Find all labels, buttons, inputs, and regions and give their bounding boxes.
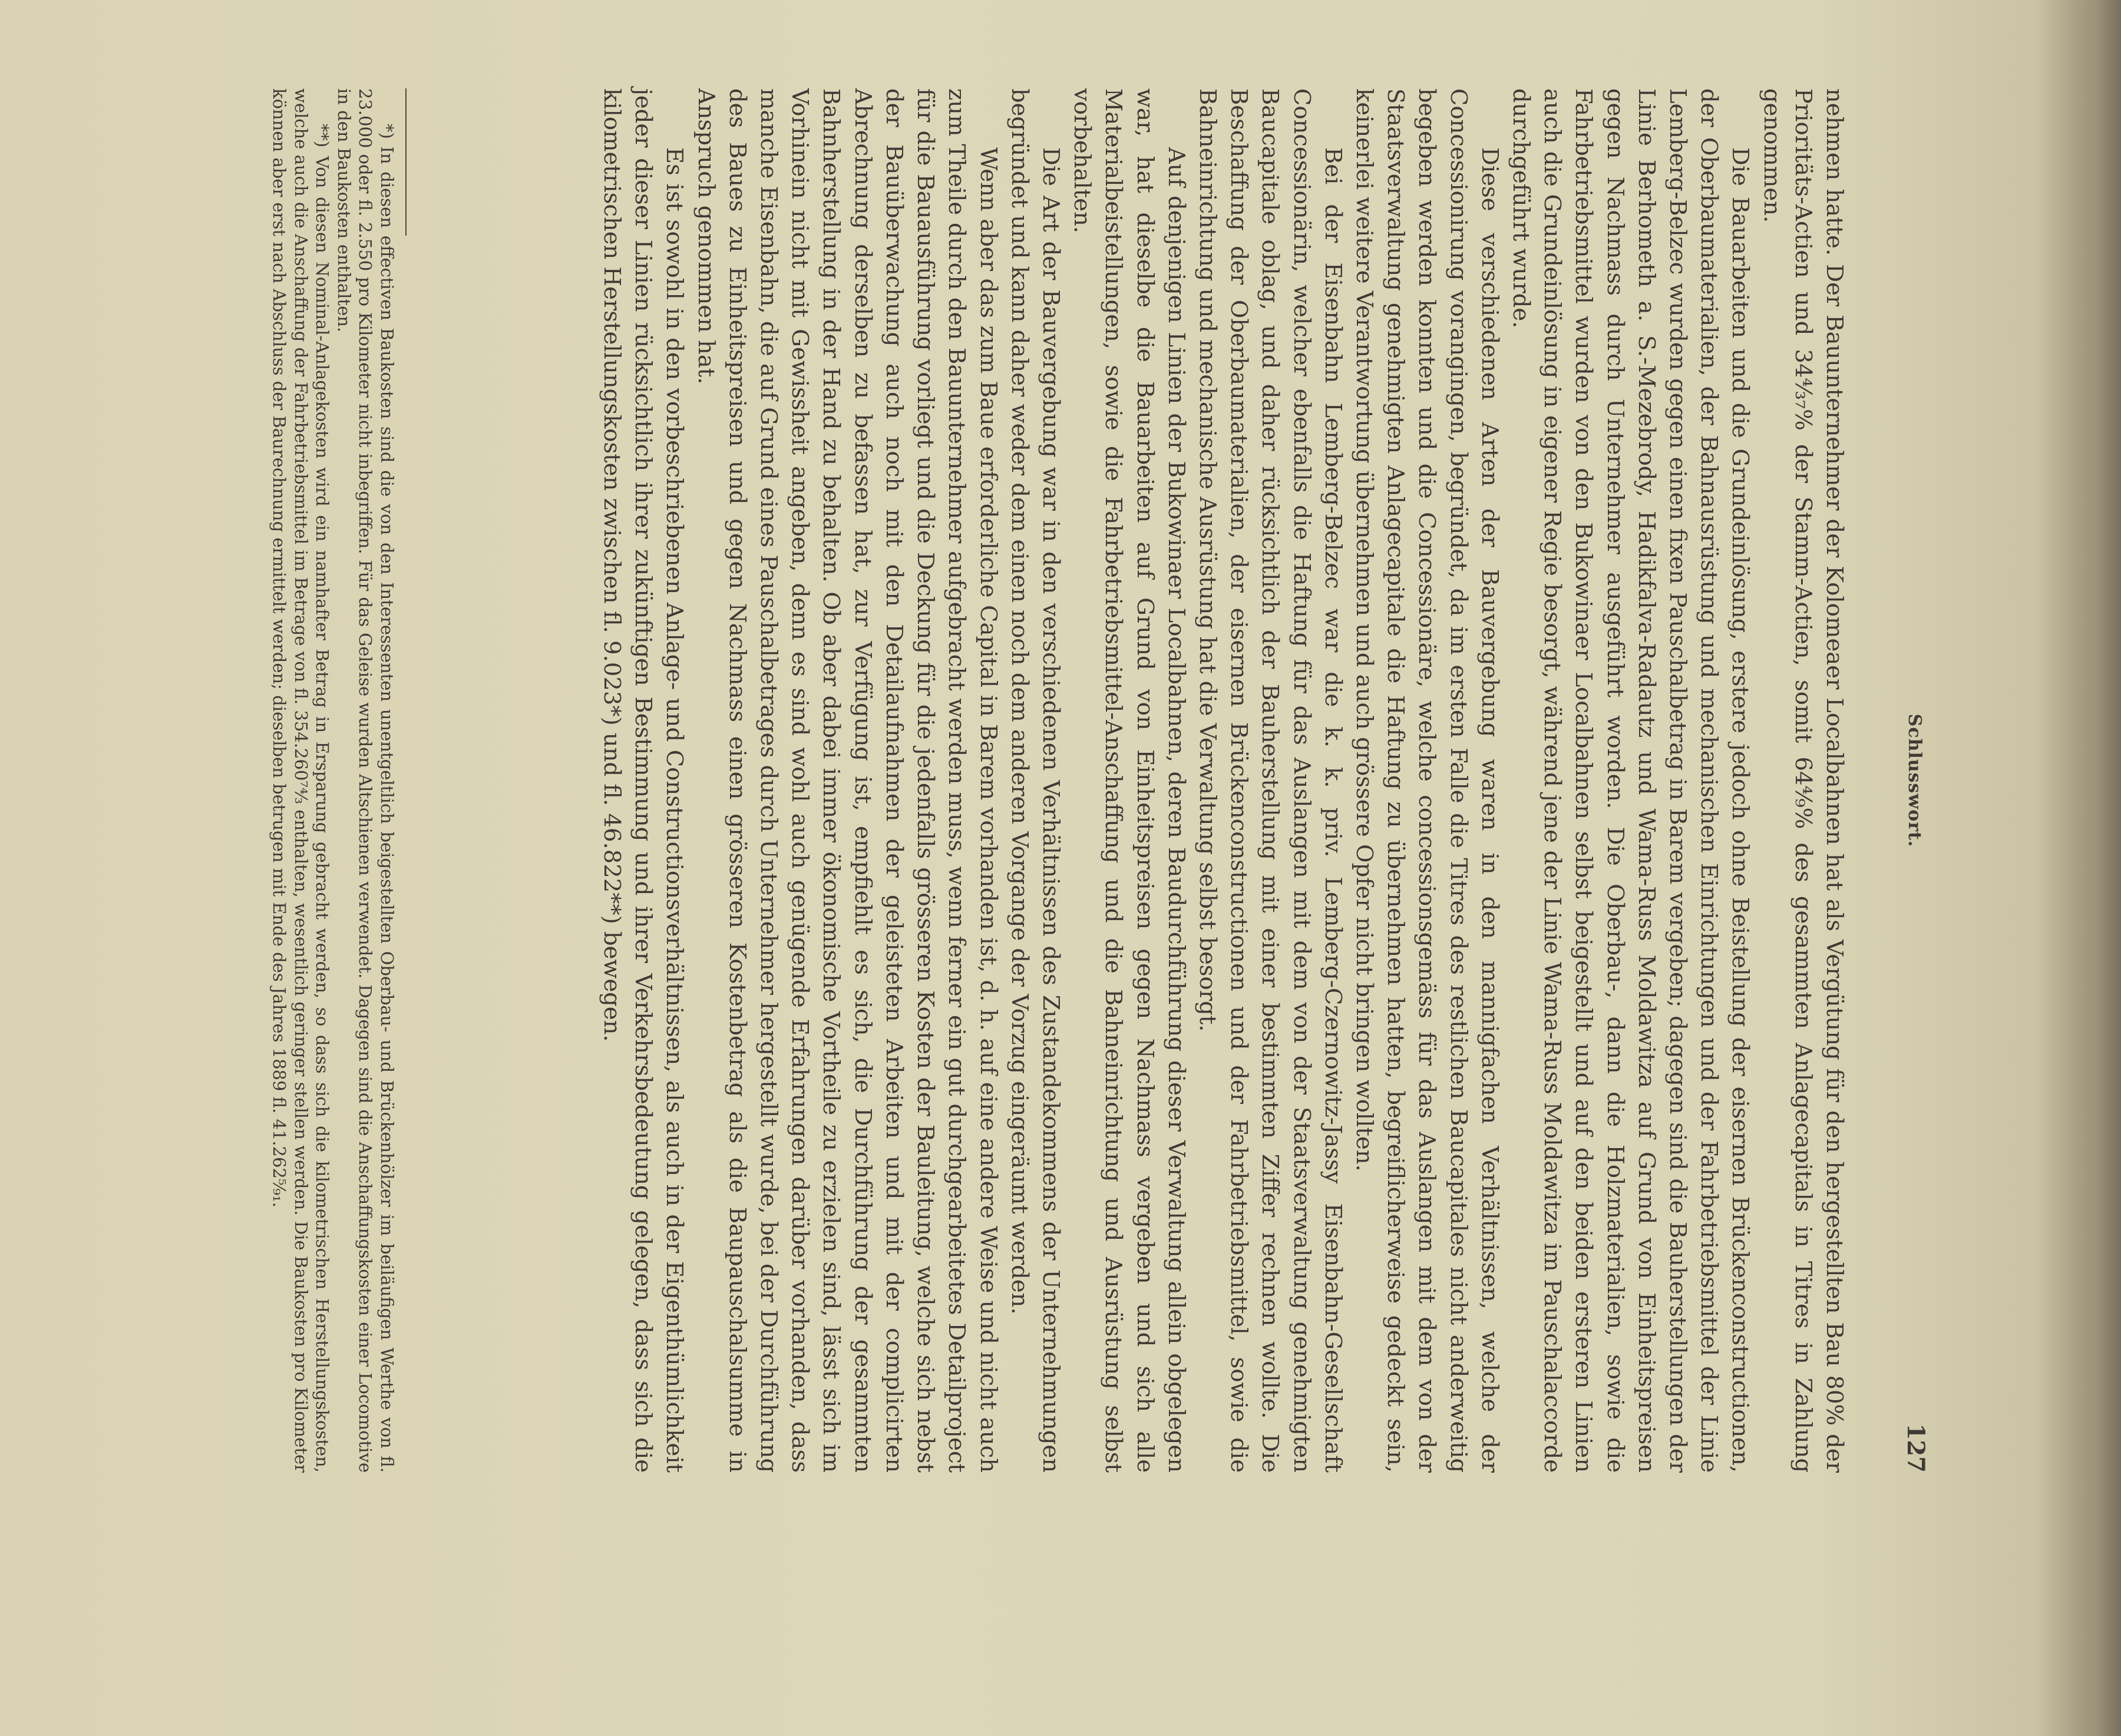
paragraph: Es ist sowohl in den vorbeschriebenen Anlage- und Constructionsverhältnissen, als auch in der Eigenthümlichkeit jeder dieser Linien rücksichtlich ihrer zukünftigen Bestimmung und ihrer Verkehrsbedeutung gelegen, dass sich die kilometrischen Herstellungskosten zwischen fl. 9.023*) und fl. 46.822**) bewegen.: [599, 88, 688, 1473]
body-text: [596, 88, 1850, 1473]
paragraph: Die Bauarbeiten und die Grundeinlösung, erstere jedoch ohne Beistellung der eisernen Brückenconstructionen, der Oberbaumaterialien, der Bahnausrüstung und mechanischen Einrichtungen und der Fahrbetriebsmittel der Linie Lemberg-Belzec wurden gegen einen fixen Pauschalbetrag in Barem vergeben; dagegen sind die Bauherstellungen der Linie Berhometh a. S.-Mezebrody, Hadikfalva-Radautz und Wama-Russ Moldawitza auf Grund von Einheitspreisen gegen Nachmass durch Unternehmer ausgeführt worden. Die Oberbau-, dann die Holzmaterialien, sowie die Fahrbetriebsmittel wurden von den Bukowinaer Localbahnen selbst beigestellt und auf den beiden ersteren Linien auch die Grundeinlösung in eigener Regie besorgt, während jene der Linie Wama-Russ Moldawitza im Pauschalaccorde durchgeführt wurde.: [1507, 88, 1754, 1473]
running-head: Schlusswort.: [1904, 713, 1925, 848]
paragraph: Wenn aber das zum Baue erforderliche Capital in Barem vorhanden ist, d. h. auf eine andere Weise und nicht auch zum Theile durch den Bauunternehmer aufgebracht werden muss, wenn ferner ein gut durchgearbeitetes Detailproject für die Bauausführung vorliegt und die Deckung für die jedenfalls grösseren Kosten der Bauleitung, welche sich nebst der Bauüberwachung auch noch mit den Detailaufnahmen der geleisteten Arbeiten und mit der complicirten Abrechnung derselben zu befassen hat, zur Verfügung ist, empfiehlt es sich, die Durchführung der gesammten Bahnherstellung in der Hand zu behalten. Ob aber dabei immer ökonomische Vortheile zu erzielen sind, lässt sich im Vorhinein nicht mit Gewissheit angeben, denn es sind wohl auch genügende Erfahrungen darüber vorhanden, dass manche Eisenbahn, die auf Grund eines Pauschalbetrages durch Unternehmer hergestellt wurde, bei der Durchführung des Baues zu Einheitspreisen und gegen Nachmass einen grösseren Kostenbetrag als die Baupauschalsumme in Anspruch genommen hat.: [692, 88, 1002, 1473]
paragraph: Die Art der Bauvergebung war in den verschiedenen Verhältnissen des Zustandekommens der Unternehmungen begründet und kann daher weder dem einen noch dem anderen Vorgange der Vorzug eingeräumt werden.: [1006, 88, 1064, 1473]
paragraph: Auf denjenigen Linien der Bukowinaer Localbahnen, deren Baudurchführung dieser Verwaltung allein obgelegen war, hat dieselbe die Bauarbeiten auf Grund von Einheitspreisen gegen Nachmass vergeben und sich alle Materialbeistellungen, sowie die Fahrbetriebsmittel-Anschaffung und die Bahneinrichtung und Ausrüstung selbst vorbehalten.: [1069, 88, 1190, 1473]
rotated-page-content: [186, 88, 1930, 1473]
binding-gutter-shadow: [2039, 0, 2121, 1736]
paragraph: Bei der Eisenbahn Lemberg-Belzec war die k. k. priv. Lemberg-Czernowitz-Jassy Eisenbahn-Gesellschaft Concessionärin, welcher ebenfalls die Haftung für das Auslangen mit dem von der Staatsverwaltung genehmigten Baucapitale oblag, und daher rücksichtlich der Bauherstellung mit einer bestimmten Ziffer rechnen wollte. Die Beschaffung der Oberbaumaterialien, der eisernen Brückenconstructionen und der Fahrbetriebsmittel, sowie die Bahneinrichtung und mechanische Ausrüstung hat die Verwaltung selbst besorgt.: [1194, 88, 1346, 1473]
footnote: **) Von diesen Nominal-Anlagekosten wird ein namhafter Betrag in Ersparung gebracht werden, so dass sich die kilometrischen Herstellungskosten, welche auch die Anschaffung der Fahrbetriebsmittel im Betrage von fl. 354.260⁷⁴⁄₃ enthalten, wesentlich geringer stellen werden. Die Baukosten pro Kilometer können aber erst nach Abschluss der Baurechnung ermittelt werden; dieselben betrugen mit Ende des Jahres 1889 fl. 41.262⁵⁄₉₁.: [269, 88, 333, 1473]
page-number: 127: [1902, 1423, 1930, 1473]
paragraph: nehmen hatte. Der Bauunternehmer der Kolomeaer Localbahnen hat als Vergütung für den hergestellten Bau 80% der Prioritäts-Actien und 34⁴⁄₃₇% der Stamm-Actien, somit 64⁴⁄₉% des gesammten Anlagecapitals in Titres in Zahlung genommen.: [1758, 88, 1848, 1473]
footnote-rule: [405, 88, 407, 236]
page-header: [1894, 88, 1930, 1473]
footnotes: [269, 88, 398, 1473]
paragraph: Diese verschiedenen Arten der Bauvergebung waren in den mannigfachen Verhältnissen, welche der Concessionirung vorangingen, begründet, da im ersten Falle die Titres des restlichen Baucapitales nicht anderweitig begeben werden konnten und die Concessionäre, welche concessionsgemäss für das Auslangen mit dem von der Staatsverwaltung genehmigten Anlagecapitale die Haftung zu übernehmen hatten, begreiflicherweise gedeckt sein, keinerlei weitere Verantwortung übernehmen und auch grössere Opfer nicht bringen wollten.: [1350, 88, 1503, 1473]
footnote: *) In diesen effectiven Baukosten sind die von den Interessenten unentgeltlich beigestellten Oberbau- und Brückenhölzer im beiläufigen Werthe von fl. 23.000 oder fl. 2.550 pro Kilometer nicht inbegriffen. Für das Geleise wurden Altschienen verwendet. Dagegen sind die Anschaffungskosten einer Locomotive in den Baukosten enthalten.: [334, 88, 397, 1473]
